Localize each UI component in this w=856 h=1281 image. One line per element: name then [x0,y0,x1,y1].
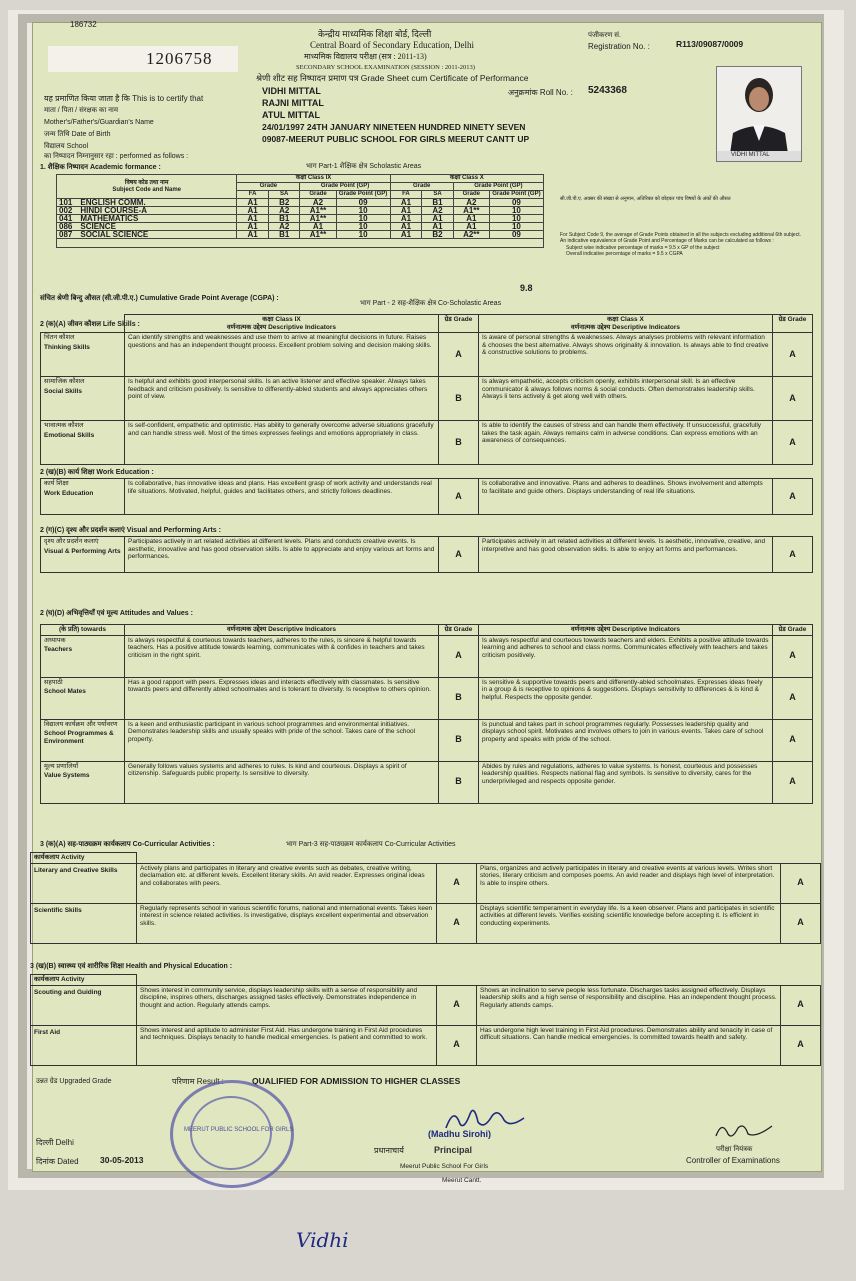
place-label: दिल्ली Delhi [36,1138,74,1147]
grade-cell-x: A2** [453,231,489,239]
indicator-class9: Is self-confident, empathetic and optimistic. Has ability to generally overcome adverse situations gracefully and can handle stress well. Most of the times expresses feelings and emotions appropriately in class. [125,421,439,465]
cgpa-label: संचित श्रेणी बिन्दु औसत (सी.जी.पी.ए.) Cumulative Grade Point Average (CGPA) : [40,295,279,302]
grade-class10: A [773,761,813,803]
work-education-label: 2 (ख)(B) कार्य शिक्षा Work Education : [40,469,154,476]
grade-cell-x: B1 [422,199,454,207]
col-gp-9: Grade Point (GP) [336,191,390,199]
grade-class10: A [773,635,813,677]
subject-label: MATHEMATICS [80,214,139,223]
performed-label: का निष्पादन निम्नानुसार रहा : performed as follows : [44,153,189,160]
date-of-birth: 24/01/1997 24TH JANUARY NINETEEN HUNDRED NINETY SEVEN [262,122,526,132]
subject-code: 002 [59,206,73,215]
grade-cell-ix: A1 [237,231,269,239]
result-label: परिणाम Result : [172,1077,224,1086]
life-skills-label: 2 (क)(A) जीवन कौशल Life Skills : [40,321,140,328]
grade-cell-ix: B1 [268,215,300,223]
grade-class9: A [437,985,477,1025]
grade-class9: A [439,537,479,573]
registration-number: R113/09087/0009 [676,39,744,49]
controller-title: Controller of Examinations [686,1156,780,1165]
indicator-class10: Displays scientific temperament in everyday life. Is a keen observer. Plans and participates in scientific activities at different levels. Verifies existing scientific knowledge before accepting it. Is efficient in conducting experiments. [477,903,781,943]
academic-label: 1. शैक्षिक निष्पादन Academic formance : [40,164,161,171]
grade-cell-ix: 09 [336,199,390,207]
work-education-table [40,478,813,515]
subject-header: विषय कोड तथा नाम Subject Code and Name [57,175,237,199]
indicator-class10: Is collaborative and innovative. Plans and adheres to deadlines. Shows involvement and attempts to facilitate and guide others. Displays understanding of real life situations. [479,479,773,515]
indicator-class10: Participates actively in art related activities at different levels. Is aesthetic, innovative, creative, and interpretive and has good observation skills. Is able to enjoy art forms and performances. [479,537,773,573]
grade-class9: A [437,1025,477,1065]
serial-number: 1206758 [146,49,213,68]
grade-cell-x: A2 [422,207,454,215]
grade-cell-ix: B1 [268,231,300,239]
skill-label-english: Scouting and Guiding [34,988,102,996]
grade-class10: A [773,479,813,515]
school-label: विद्यालय School [44,143,89,150]
col-grade-10: Grade [453,191,489,199]
skill-label-english: Emotional Skills [44,431,95,439]
visual-arts-table [40,536,813,573]
grade-cell-x: A1 [390,215,422,223]
attitudes-label: 2 (घ)(D) अभिवृत्तियाँ एवं मूल्य Attitudes and Values : [40,610,193,617]
part1-label: भाग Part-1 शैक्षिक क्षेत्र Scholastic Areas [306,163,422,170]
grade-cell-ix: A1** [300,215,336,223]
mother-label: माता / पिता / संरक्षक का नाम [44,107,119,114]
board-name-hindi: केन्द्रीय माध्यमिक शिक्षा बोर्ड, दिल्ली [318,29,432,39]
grade-cell-ix: A1 [237,223,269,231]
exam-name: SECONDARY SCHOOL EXAMINATION (SESSION : 2011-2013) [296,64,475,71]
roll-number: 5243368 [588,85,627,96]
skill-label [41,479,125,515]
col-gp-10: Grade Point (GP) [489,191,543,199]
guardian-label: Mother's/Father's/Guardian's Name [44,119,154,126]
indicator-class10: Is sensitive & supportive towards peers and differently-abled schoolmates. Expresses ideas freely in a group & is receptive to opinions & suggestions. Displays sensitivity to differences & is kind & helpful. Respects the opposite gender. [479,677,773,719]
skill-label-english: Scientific Skills [34,906,82,914]
grade-cell-x: B2 [422,231,454,239]
activity-head-co: कार्यकलाप Activity [31,853,137,864]
grade-cell-ix: A1 [237,215,269,223]
grade-cell-x: A1 [422,215,454,223]
col-sa-10: SA [422,191,454,199]
skill-label [41,635,125,677]
grade-class10: A [773,719,813,761]
indicator-class10: Is punctual and takes part in school programmes regularly. Possesses leadership quality and displays school spirit. Motivates and involves others to join in various events. Takes care of school property and speaks with pride of the school. [479,719,773,761]
gp-header-9: Grade Point (GP) [300,183,390,191]
skill-label-hindi: मूल्य प्रणालियाँ [44,762,79,770]
gp-header-10: Grade Point (GP) [453,183,543,191]
grading-notes [560,196,810,257]
principal-school: Meerut Public School For Girls [400,1163,489,1170]
indicator-class9: Regularly represents school in various scientific forums, national and international events. Takes keen interest in science related activities. Is investigative, displays excellent experimental and observation skills. [137,903,437,943]
grade-cell-x: A2 [453,199,489,207]
indicator-class10: Shows an inclination to serve people less fortunate. Discharges tasks assigned effectively. Displays leadership skills and a high sense of responsibility and discipline. Has an independent thought process. Regularly attends camps. [477,985,781,1025]
skill-label-hindi: विद्यालय कार्यक्रम और पर्यावरण [44,720,118,728]
note-1: For Subject Code 9, the average of Grade Points obtained in all the subjects excluding additional 6th subject. [560,232,801,239]
subject-label: HINDI COURSE-A [80,206,148,215]
skill-label-hindi: भावात्मक कौशल [44,422,84,429]
indicator-class9: Is helpful and exhibits good interpersonal skills. Is an active listener and effective speaker. Always takes feedback and criticism positively. Is sensitive to differently-abled students and always appreciates others point of view. [125,377,439,421]
grade-class9: A [437,863,477,903]
exam-name-hindi: माध्यमिक विद्यालय परीक्षा (सत्र : 2011-13) [304,52,427,61]
indicator-class9: Actively plans and participates in literary and creative events such as debates, creative writing, declamation etc. at different levels. Excellent literary skills. An avid reader. Expresses original ideas and collaborates with peers. [137,863,437,903]
skill-label [31,1025,137,1065]
indicator-class9: Is a keen and enthusiastic participant in various school programmes and environmental initiatives. Demonstrates leadership skills and usually speaks with pride of the school. Takes care of the school property. [125,719,439,761]
indicator-class10: Is always empathetic, accepts criticism openly, exhibits interpersonal skill. Is an effective communicator & always follows norms & social conducts. Often demonstrates leadership skills. Always li tens actively & get along well with others. [479,377,773,421]
certify-label: यह प्रमाणित किया जाता है कि This is to certify that [44,94,204,103]
grade-class10: A [781,863,821,903]
grade-cell-ix: A1** [300,207,336,215]
skill-label-english: Teachers [44,646,73,653]
skill-label-hindi: दृश्य और प्रदर्शन कलाएं [44,538,99,545]
visual-arts-label: 2 (ग)(C) दृश्य और प्रदर्शन कलाएं Visual and Performing Arts : [40,527,221,534]
grade-class9: A [439,635,479,677]
grade-class9: B [439,377,479,421]
skill-label [31,985,137,1025]
grade-class9: A [439,479,479,515]
mother-name: RAJNI MITTAL [262,98,324,108]
father-name: ATUL MITTAL [262,110,320,120]
attitudes-grade-head-10: ग्रेड Grade [773,625,813,636]
subject-label: ENGLISH COMM. [80,198,146,207]
indicator-class10: Is able to identify the causes of stress and can handle them effectively. If unsuccessful, gracefully takes the task again. Always remains calm in adverse conditions. Can express emotions with an awareness of consequences. [479,421,773,465]
controller-title-hindi: परीक्षा नियंत्रक [716,1146,753,1153]
cgpa-value: 9.8 [520,283,533,293]
indicator-class9: Generally follows values systems and adheres to rules. Is kind and courteous. Displays a spirit of citizenship. Safeguards public property. Is sensitive to diversity. [125,761,439,803]
grade-class9: B [439,677,479,719]
skill-label [41,761,125,803]
skill-label [41,719,125,761]
grade-class9: B [439,719,479,761]
health-table [30,974,821,1066]
class9-header: कक्षा Class IX [237,175,390,183]
skill-label-english: First Aid [34,1028,61,1036]
skill-row [31,1025,821,1065]
skill-row [41,761,813,803]
col-fa-9: FA [237,191,269,199]
towards-head: (के प्रति) towards [41,625,125,636]
indicator-class9: Is always respectful & courteous towards teachers, adheres to the rules, is sincere & helpful towards teachers. Has a positive attitude towards learning, communicates with & confides in teachers and takes criticism in the right spirit. [125,635,439,677]
subject-code: 101 [59,198,73,207]
principal-city: Meerut Cantt. [442,1177,482,1184]
grade-cell-ix: B2 [268,199,300,207]
skill-row [41,719,813,761]
skill-label-english: Work Education [44,489,94,497]
grade-class9: A [439,333,479,377]
part2-label: भाग Part - 2 सह-शैक्षिक क्षेत्र Co-Scholastic Areas [360,300,502,307]
life-skills-grade-head-10: ग्रेड Grade [773,315,813,333]
student-photo [716,66,802,162]
dob-label: जन्म तिथि Date of Birth [44,131,111,138]
skill-row [41,333,813,377]
note-4: Overall indicative percentage of marks = 9.5 x CGPA [566,250,683,257]
grade-cell-x: 09 [489,231,543,239]
controller-signature [712,1118,776,1142]
photo-caption: VIDHI MITTAL [731,152,770,158]
grade-cell-x: 09 [489,199,543,207]
skill-label-english: Value Systems [44,772,90,779]
grade-cell-ix: 10 [336,215,390,223]
skill-label [31,863,137,903]
corner-number: 186732 [70,20,97,29]
skill-label-english: School Mates [44,688,86,695]
grade-class10: A [773,333,813,377]
skill-row [41,677,813,719]
skill-label [41,377,125,421]
skill-label-hindi: अध्यापक [44,636,66,644]
registration-label: Registration No. : [588,42,650,51]
principal-title-hindi: प्रधानाचार्य [374,1146,404,1155]
indicator-class9: Shows interest in community service, displays leadership skills with a sense of responsibility and discipline, inspires others, discharges assigned tasks effectively. Demonstrates independence in thought and action. Regularly attends camps. [137,985,437,1025]
skill-row [31,903,821,943]
result-value: QUALIFIED FOR ADMISSION TO HIGHER CLASSES [252,1076,461,1086]
grade-cell-ix: A2 [300,199,336,207]
skill-row [41,537,813,573]
life-skills-desc-head-10: कक्षा Class X वर्णनात्मक उद्देश्य Descriptive Indicators [479,315,773,333]
grade-cell-ix: A2 [268,223,300,231]
life-skills-grade-head-9: ग्रेड Grade [439,315,479,333]
date-value: 30-05-2013 [100,1155,144,1165]
col-grade-9: Grade [300,191,336,199]
grade-cell-x: 10 [489,215,543,223]
skill-label-english: Visual & Performing Arts [44,547,121,555]
indicator-class9: Shows interest and aptitude to administer First Aid. Has undergone training in First Aid procedures and techniques. Displays tenacity to handle medical emergencies. Is patient and committed to work. [137,1025,437,1065]
skill-label [41,421,125,465]
grade-cell-ix: A1 [237,199,269,207]
health-label: 3 (ख)(B) स्वास्थ्य एवं शारीरिक शिक्षा Health and Physical Education : [30,963,233,970]
skill-row [31,985,821,1025]
note-2: An indicative equivalence of Grade Point and Percentage of Marks can be calculated as follows : [560,238,774,245]
principal-name: (Madhu Sirohi) [428,1129,491,1139]
grade-cell-x: A1 [390,207,422,215]
grade-cell-x: A1 [390,231,422,239]
skill-label [31,903,137,943]
subject-code: 086 [59,222,73,231]
grade-cell-x: 10 [489,207,543,215]
co-curricular-label: 3 (क)(A) सह-पाठ्यक्रम कार्यकलाप Co-Curricular Activities : [40,841,215,848]
skill-label [41,333,125,377]
grade-header-9: Grade [237,183,300,191]
grade-class10: A [781,903,821,943]
roll-label: अनुक्रमांक Roll No. : [508,88,573,97]
grade-class9: B [439,421,479,465]
skill-row [41,635,813,677]
grade-cell-x: A1** [453,207,489,215]
attitudes-table [40,624,813,804]
co-curricular-table [30,852,821,944]
grade-cell-ix: 10 [336,207,390,215]
principal-title: Principal [434,1145,473,1155]
grade-class10: A [773,537,813,573]
indicator-class9: Can identify strengths and weaknesses and use them to arrive at meaningful decisions in future. Raises questions and has an independent thought process. Excellent problem solving and decision making skills. [125,333,439,377]
grade-cell-x: A1 [453,223,489,231]
indicator-class10: Abides by rules and regulations, adheres to value systems. Is honest, courteous and possesses leadership qualities. Respects national flag and symbols. Is sensitive to diversity, cares for the underprivileged and respects opposite gender. [479,761,773,803]
subject-label: SCIENCE [80,222,116,231]
registration-label-hindi: पंजीकरण सं. [588,32,621,39]
indicator-class9: Has a good rapport with peers. Expresses ideas and interacts effectively with classmates. Is sensitive towards peers and differently abled schoolmates and is tolerant to diversity. Is receptive to others opinion. [125,677,439,719]
school-name: 09087-MEERUT PUBLIC SCHOOL FOR GIRLS MEERUT CANTT UP [262,134,530,144]
student-photo-image [717,67,801,161]
attitudes-grade-head-9: ग्रेड Grade [439,625,479,636]
grade-cell-ix: A2 [268,207,300,215]
skill-row [41,421,813,465]
skill-label [41,537,125,573]
certificate-title: श्रेणी शीट सह निष्पादन प्रमाण पत्र Grade Sheet cum Certificate of Performance [256,73,529,83]
grade-cell-x: A1 [390,223,422,231]
life-skills-table [40,314,813,465]
grade-header-10: Grade [390,183,453,191]
subject-label: SOCIAL SCIENCE [80,230,149,239]
grade-class9: B [439,761,479,803]
subject-name [57,231,237,239]
col-sa-9: SA [268,191,300,199]
grade-class9: A [437,903,477,943]
indicator-class10: Has undergone high level training in First Aid procedures. Demonstrates ability and tenacity in case of difficult situations. Can handle medical emergencies. Is committed towards health and safety. [477,1025,781,1065]
subject-row [57,231,544,239]
board-name: Central Board of Secondary Education, Delhi [310,40,474,50]
grade-cell-ix: 10 [336,223,390,231]
class10-header: कक्षा Class X [390,175,543,183]
skill-label-english: Thinking Skills [44,343,90,351]
skill-label-english: Social Skills [44,387,82,395]
grade-cell-ix: 10 [336,231,390,239]
grade-class10: A [773,677,813,719]
grade-class10: A [773,421,813,465]
grade-cell-ix: A1 [237,207,269,215]
skill-label-hindi: सामाजिक कौशल [44,378,85,385]
grade-cell-x: A1 [453,215,489,223]
scholastic-table [56,174,544,248]
grade-class10: A [781,1025,821,1065]
skill-row [41,377,813,421]
indicator-class10: Is aware of personal strengths & weaknesses. Always analyses problems with relevant information & chooses the best alternative. Always shows originality & innovation. Is always able to find creative & constructive solutions to problems. [479,333,773,377]
col-fa-10: FA [390,191,422,199]
grade-class10: A [773,377,813,421]
subject-code: 087 [59,230,73,239]
skill-label [41,677,125,719]
grade-cell-ix: A1 [300,223,336,231]
notes-head: सी.जी.पी.ए. अक्सर की संख्या से अनुमान, अतिरिक्त को छोड़कर पांच विषयों के अंकों की औसत [560,196,731,202]
skill-label-english: School Programmes & Environment [44,730,114,745]
attitudes-desc-head-10: वर्णनात्मक उद्देश्य Descriptive Indicators [479,625,773,636]
upgraded-grade-label: उन्नत ग्रेड Upgraded Grade [36,1078,112,1085]
indicator-class9: Participates actively in art related activities at different levels. Plans and conducts creative events. Is aesthetic, innovative and has good observation skills. Is able to appreciate and enjoy various art forms and performances. [125,537,439,573]
activity-head-health: कार्यकलाप Activity [31,975,137,986]
skill-label-hindi: कार्य शिक्षा [44,480,69,487]
skill-row [41,479,813,515]
indicator-class10: Plans, organizes and actively participates in literary and creative events at various levels. Writes short stories, literary criticism and composes poems. An avid reader and displays high level of interpretation. Is able to inspire others. [477,863,781,903]
grade-class10: A [781,985,821,1025]
student-name: VIDHI MITTAL [262,86,321,96]
indicator-class10: Is always respectful and courteous towards teachers and elders. Exhibits a positive attitude towards learning and adheres to school and class norms. Communicates effectively with teachers and takes criticism positively. [479,635,773,677]
skill-row [31,863,821,903]
stamp-text: MEERUT PUBLIC SCHOOL FOR GIRLS [184,1127,294,1133]
part3-label: भाग Part-3 सह-पाठ्यक्रम कार्यकलाप Co-Curricular Activities [286,841,456,848]
attitudes-desc-head-9: वर्णनात्मक उद्देश्य Descriptive Indicators [125,625,439,636]
date-label: दिनांक Dated [36,1157,79,1166]
grade-cell-x: A1 [390,199,422,207]
grade-cell-ix: A1** [300,231,336,239]
indicator-class9: Is collaborative, has innovative ideas and plans. Has excellent grasp of work activity and understands real life situations. Motivated, helpful, guides and facilitates others, and strictly follows deadlines. [125,479,439,515]
student-signature: Vidhi [296,1228,349,1252]
grade-cell-x: 10 [489,223,543,231]
skill-label-hindi: चिंतन कौशल [44,334,75,341]
skill-label-hindi: सहपाठी [44,678,63,686]
skill-label-english: Literary and Creative Skills [34,866,118,874]
note-3: Subject wise indicative percentage of marks = 9.5 x GP of the subject [566,244,720,251]
life-skills-desc-head-9: कक्षा Class IX वर्णनात्मक उद्देश्य Descriptive Indicators [125,315,439,333]
subject-code: 041 [59,214,73,223]
grade-cell-x: A1 [422,223,454,231]
